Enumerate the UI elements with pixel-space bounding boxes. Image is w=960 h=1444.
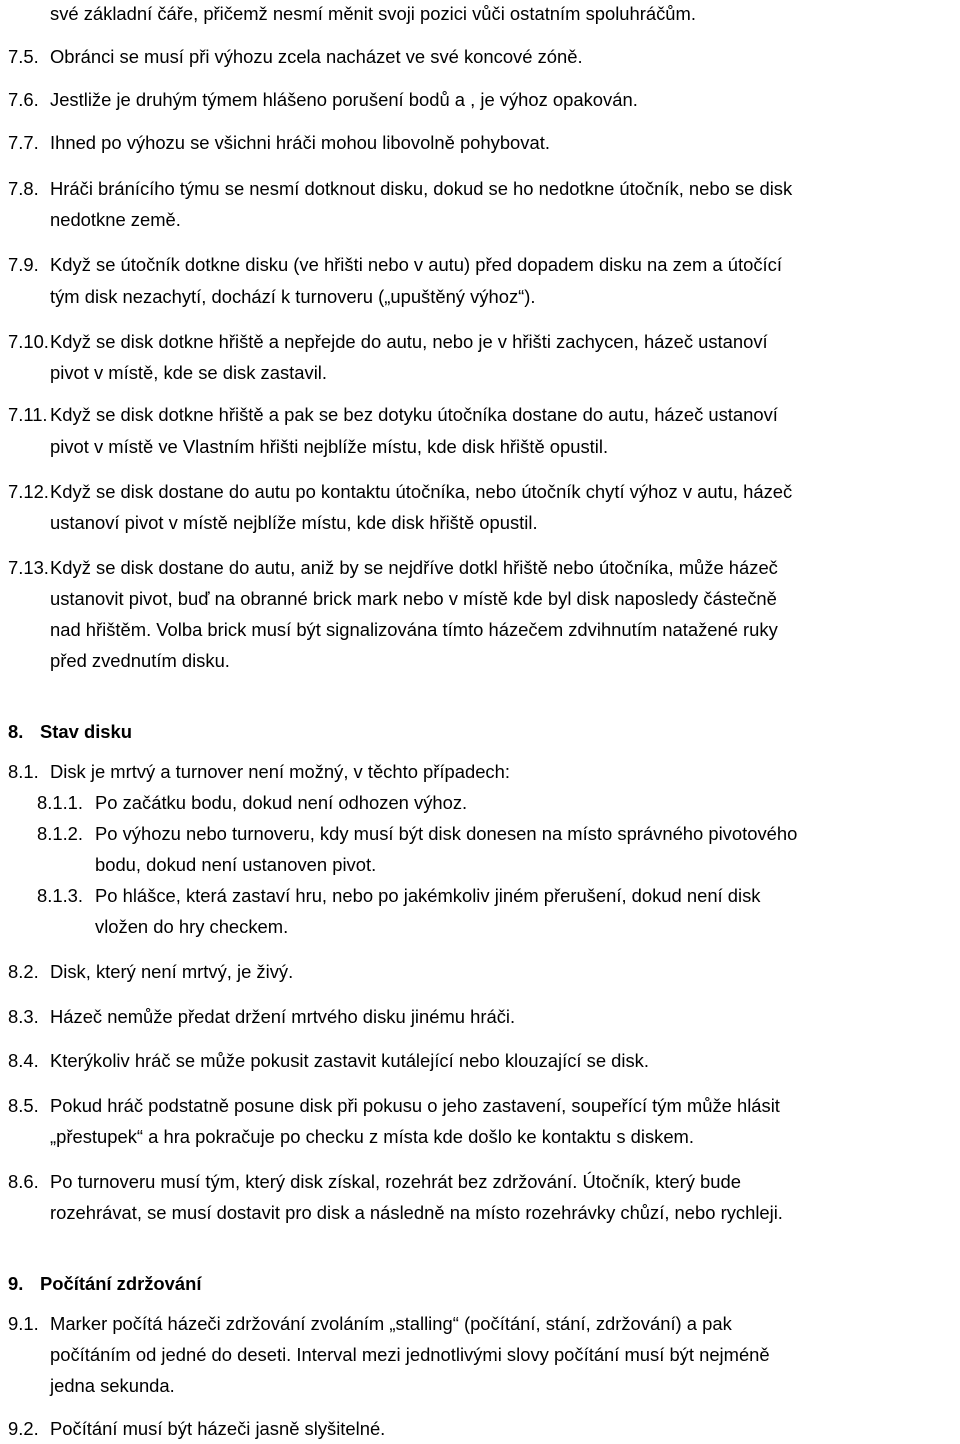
rule-number: 7.5.: [8, 46, 39, 67]
rule-text-line: Když se disk dostane do autu po kontaktu útočníka, nebo útočník chytí výhoz v autu, házeč: [50, 481, 793, 502]
rule-number: 7.8.: [8, 178, 39, 199]
rule-text-line: Po turnoveru musí tým, který disk získal, rozehrát bez zdržování. Útočník, který bude: [50, 1171, 741, 1192]
rule-text-line: nedotkne země.: [50, 209, 181, 230]
rule-text-line: Když se disk dotkne hřiště a nepřejde do autu, nebo je v hřišti zachycen, házeč ustanoví: [50, 331, 768, 352]
rule-text-line: ustanoví pivot v místě nejblíže místu, kde disk hřiště opustil.: [50, 512, 538, 533]
rule-text-line: Když se disk dotkne hřiště a pak se bez dotyku útočníka dostane do autu, házeč ustanoví: [50, 404, 778, 425]
rule-number: 8.1.2.: [37, 823, 84, 844]
rule-text: Po začátku bodu, dokud není odhozen výhoz.: [95, 792, 468, 813]
rule-text: Ihned po výhozu se všichni hráči mohou libovolně pohybovat.: [50, 132, 550, 153]
section-number: 9.: [8, 1273, 24, 1294]
rule-text-line: „přestupek“ a hra pokračuje po checku z místa kde došlo ke kontaktu s diskem.: [50, 1126, 694, 1147]
rule-text-line: Po výhozu nebo turnoveru, kdy musí být disk donesen na místo správného pivotového: [95, 823, 798, 844]
rule-text-line: nad hřištěm. Volba brick musí být signalizována tímto házečem zdvihnutím natažené ruky: [50, 619, 778, 640]
rule-number: 7.7.: [8, 132, 39, 153]
rule-text: Disk, který není mrtvý, je živý.: [50, 961, 294, 982]
rule-text-line: pivot v místě ve Vlastním hřišti nejblíže místu, kde disk hřiště opustil.: [50, 436, 609, 457]
rule-number: 9.1.: [8, 1313, 39, 1334]
rule-number: 8.1.: [8, 761, 39, 782]
rule-number: 7.10.: [8, 331, 49, 352]
rule-text-line: ustanovit pivot, buď na obranné brick mark nebo v místě kde byl disk naposledy částečně: [50, 588, 777, 609]
rule-text-line: Po hlášce, která zastaví hru, nebo po jakémkoliv jiném přerušení, dokud není disk: [95, 885, 761, 906]
rule-number: 9.2.: [8, 1418, 39, 1439]
rule-number: 7.12.: [8, 481, 49, 502]
section-number: 8.: [8, 721, 24, 742]
rule-text: Obránci se musí při výhozu zcela nacházet ve své koncové zóně.: [50, 46, 583, 67]
rule-text-line: rozehrávat, se musí dostavit pro disk a následně na místo rozehrávky chůzí, nebo rychleji.: [50, 1202, 783, 1223]
rule-text-line: před zvednutím disku.: [50, 650, 230, 671]
rule-number: 8.1.1.: [37, 792, 84, 813]
rule-text: Kterýkoliv hráč se může pokusit zastavit kutálející nebo klouzající se disk.: [50, 1050, 649, 1071]
rule-text-line: jedna sekunda.: [50, 1375, 175, 1396]
rule-text-line: Marker počítá házeči zdržování zvoláním „stalling“ (počítání, stání, zdržování) a pak: [50, 1313, 732, 1334]
rule-number: 8.3.: [8, 1006, 39, 1027]
rule-text-line: počítáním od jedné do deseti. Interval mezi jednotlivými slovy počítání musí být nejméně: [50, 1344, 770, 1365]
rule-number: 7.6.: [8, 89, 39, 110]
rule-text: Počítání musí být házeči jasně slyšitelné.: [50, 1418, 386, 1439]
section-title: Stav disku: [40, 721, 132, 742]
rule-number: 8.2.: [8, 961, 39, 982]
rule-number: 8.1.3.: [37, 885, 84, 906]
rule-text-line: Hráči bránícího týmu se nesmí dotknout disku, dokud se ho nedotkne útočník, nebo se disk: [50, 178, 793, 199]
rule-text-line: vložen do hry checkem.: [95, 916, 289, 937]
section-title: Počítání zdržování: [40, 1273, 202, 1294]
rule-text-line: Když se disk dostane do autu, aniž by se nejdříve dotkl hřiště nebo útočníka, může házeč: [50, 557, 778, 578]
continuation-text: své základní čáře, přičemž nesmí měnit svoji pozici vůči ostatním spoluhráčům.: [50, 3, 696, 24]
rule-text: Jestliže je druhým týmem hlášeno porušení bodů a , je výhoz opakován.: [50, 89, 638, 110]
rule-text: Házeč nemůže předat držení mrtvého disku jinému hráči.: [50, 1006, 516, 1027]
rule-number: 8.5.: [8, 1095, 39, 1116]
rule-number: 7.13.: [8, 557, 49, 578]
rule-text-line: tým disk nezachytí, dochází k turnoveru („upuštěný výhoz“).: [50, 286, 536, 307]
rule-text-line: bodu, dokud není ustanoven pivot.: [95, 854, 377, 875]
rule-text-line: Když se útočník dotkne disku (ve hřišti nebo v autu) před dopadem disku na zem a útočící: [50, 254, 782, 275]
rule-text-line: Pokud hráč podstatně posune disk při pokusu o jeho zastavení, soupeřící tým může hlásit: [50, 1095, 780, 1116]
rule-number: 8.4.: [8, 1050, 39, 1071]
rule-number: 7.11.: [8, 404, 48, 425]
rule-number: 7.9.: [8, 254, 39, 275]
rule-text-line: pivot v místě, kde se disk zastavil.: [50, 362, 327, 383]
rule-number: 8.6.: [8, 1171, 39, 1192]
rule-text: Disk je mrtvý a turnover není možný, v těchto případech:: [50, 761, 510, 782]
